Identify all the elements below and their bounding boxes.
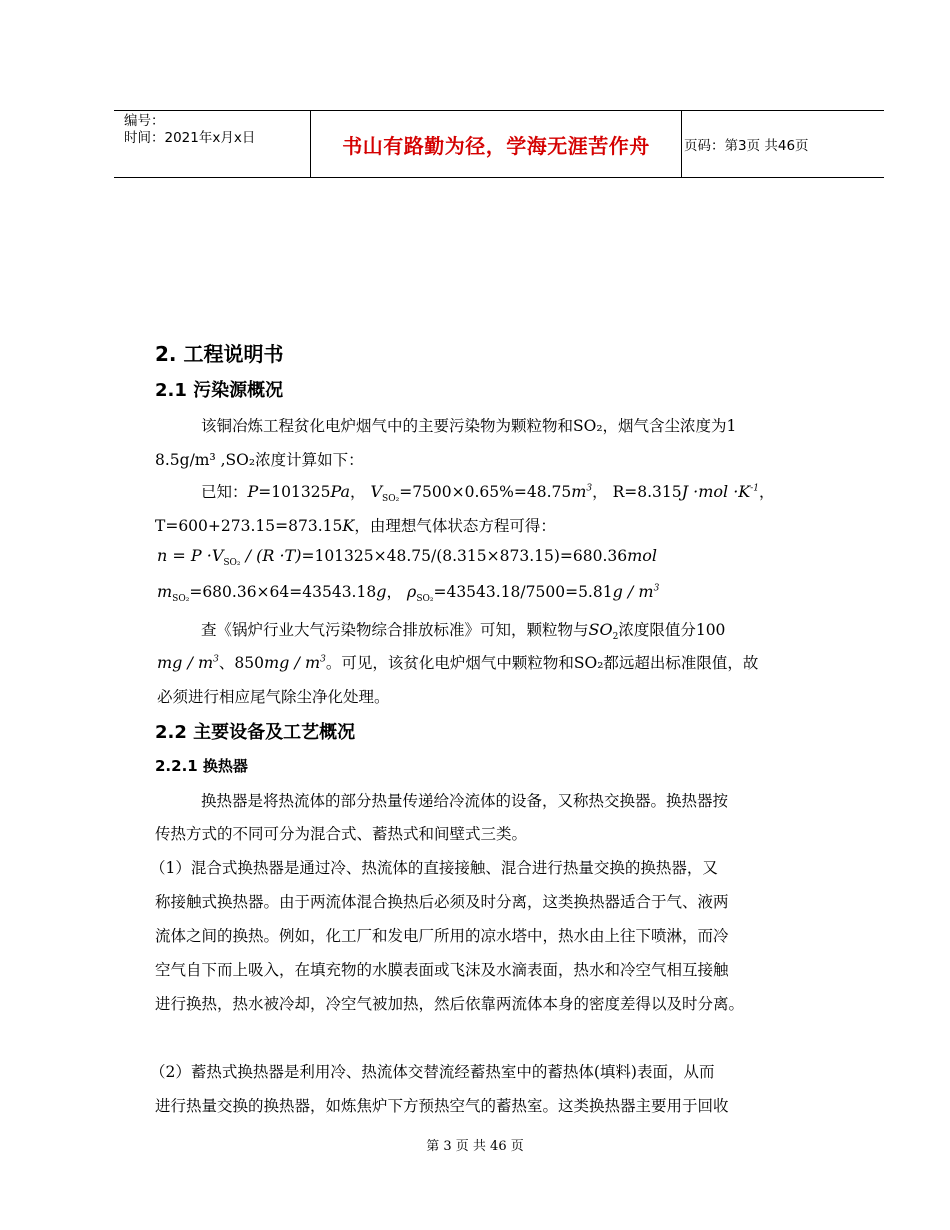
given-r: R=8.315	[612, 483, 682, 501]
subsection-title-pollution: 2.1 污染源概况	[155, 380, 284, 401]
given-line: 已知：P=101325Pa， $V_{SO_2}=7500\times 0.65\%=48.75m^3$， $R=8.315J \cdot mol \cdot K^{-1}$，	[201, 482, 775, 505]
n-calc: =101325×48.75/(8.315×873.15)=680.36	[301, 547, 628, 565]
header-meta	[114, 111, 310, 177]
paragraph-line: 8.5g/m³ ,SO₂浓度计算如下：	[155, 451, 364, 469]
paragraph-line: 换热器是将热流体的部分热量传递给冷流体的设备，又称热交换器。换热器按	[201, 792, 729, 810]
std-text-a: 查《锅炉行业大气污染物综合排放标准》可知，颗粒物与	[201, 621, 589, 639]
rho-calc: =43543.18/7500=5.81	[433, 583, 613, 601]
paragraph-line: （2）蓄热式换热器是利用冷、热流体交替流经蓄热室中的蓄热体(填料)表面，从而	[150, 1063, 715, 1081]
temperature-line: T=600+273.15=873.15K，由理想气体状态方程可得：	[155, 516, 556, 535]
paragraph-line: 必须进行相应尾气除尘净化处理。	[157, 688, 390, 706]
t-tail: ，由理想气体状态方程可得：	[354, 517, 556, 535]
given-label: 已知：	[201, 483, 248, 501]
paragraph-line: 空气自下而上吸入，在填充物的水膜表面或飞沫及水滴表面，热水和冷空气相互接触	[155, 961, 729, 979]
time-label: 时间：2021年x月x日	[124, 130, 256, 146]
standard-line: mg / $m^3$、$850mg / m^3$。可见，该贫化电炉烟气中颗粒物和SO₂都远超出标准限值，故	[157, 653, 759, 672]
section-title: 2. 工程说明书	[155, 342, 284, 366]
std-text-b2: 。可见，该贫化电炉烟气中颗粒物和SO₂都远超出标准限值，故	[325, 654, 759, 672]
standard-line: 查《锅炉行业大气污染物综合排放标准》可知，颗粒物与$SO_2$浓度限值分100	[201, 620, 726, 643]
m-equation: $m_{SO_2}=680.36\times 64=43543.18g$， $\rho_{SO_2}=43543.18/7500=5.81g / m^3$	[157, 582, 660, 605]
paragraph-line: 进行换热，热水被冷却，冷空气被加热，然后依靠两流体本身的密度差得以及时分离。	[155, 995, 745, 1013]
given-v: =7500×0.65%=48.75	[399, 483, 572, 501]
paragraph-line: 流体之间的换热。例如，化工厂和发电厂所用的凉水塔中，热水由上往下喷淋，而冷	[155, 927, 729, 945]
header-page-code: 页码：第3页 共46页	[684, 138, 809, 154]
header-motto: 书山有路勤为径，学海无涯苦作舟	[310, 111, 682, 177]
paragraph-line: 该铜冶炼工程贫化电炉烟气中的主要污染物为颗粒物和SO₂，烟气含尘浓度为1	[201, 417, 737, 435]
page-footer: 第 3 页 共 46 页	[426, 1139, 524, 1154]
n-equation: $n = P \cdot V_{SO_2} / (R \cdot T)=101325\times 48.75/(8.315\times 873.15)=680.36mol$	[157, 546, 658, 569]
std-text-b1: 、850	[218, 654, 264, 672]
subsubsection-title-heat-exchanger: 2.2.1 换热器	[155, 757, 248, 775]
t-value: T=600+273.15=873.15	[155, 517, 343, 535]
subsection-title-equipment: 2.2 主要设备及工艺概况	[155, 722, 356, 743]
paragraph-line: 称接触式换热器。由于两流体混合换热后必须及时分离，这类换热器适合于气、液两	[155, 893, 729, 911]
paragraph-line: 传热方式的不同可分为混合式、蓄热式和间壁式三类。	[155, 825, 528, 843]
paragraph-line: （1）混合式换热器是通过冷、热流体的直接接触、混合进行热量交换的换热器，又	[150, 859, 718, 877]
m-calc: =680.36×64=43543.18	[189, 583, 377, 601]
given-p: =101325	[258, 483, 331, 501]
number-label: 编号：	[124, 113, 165, 129]
std-text-a2: 浓度限值分100	[618, 621, 726, 639]
page-header	[114, 110, 884, 178]
paragraph-line: 进行热量交换的换热器，如炼焦炉下方预热空气的蓄热室。这类换热器主要用于回收	[155, 1097, 729, 1115]
